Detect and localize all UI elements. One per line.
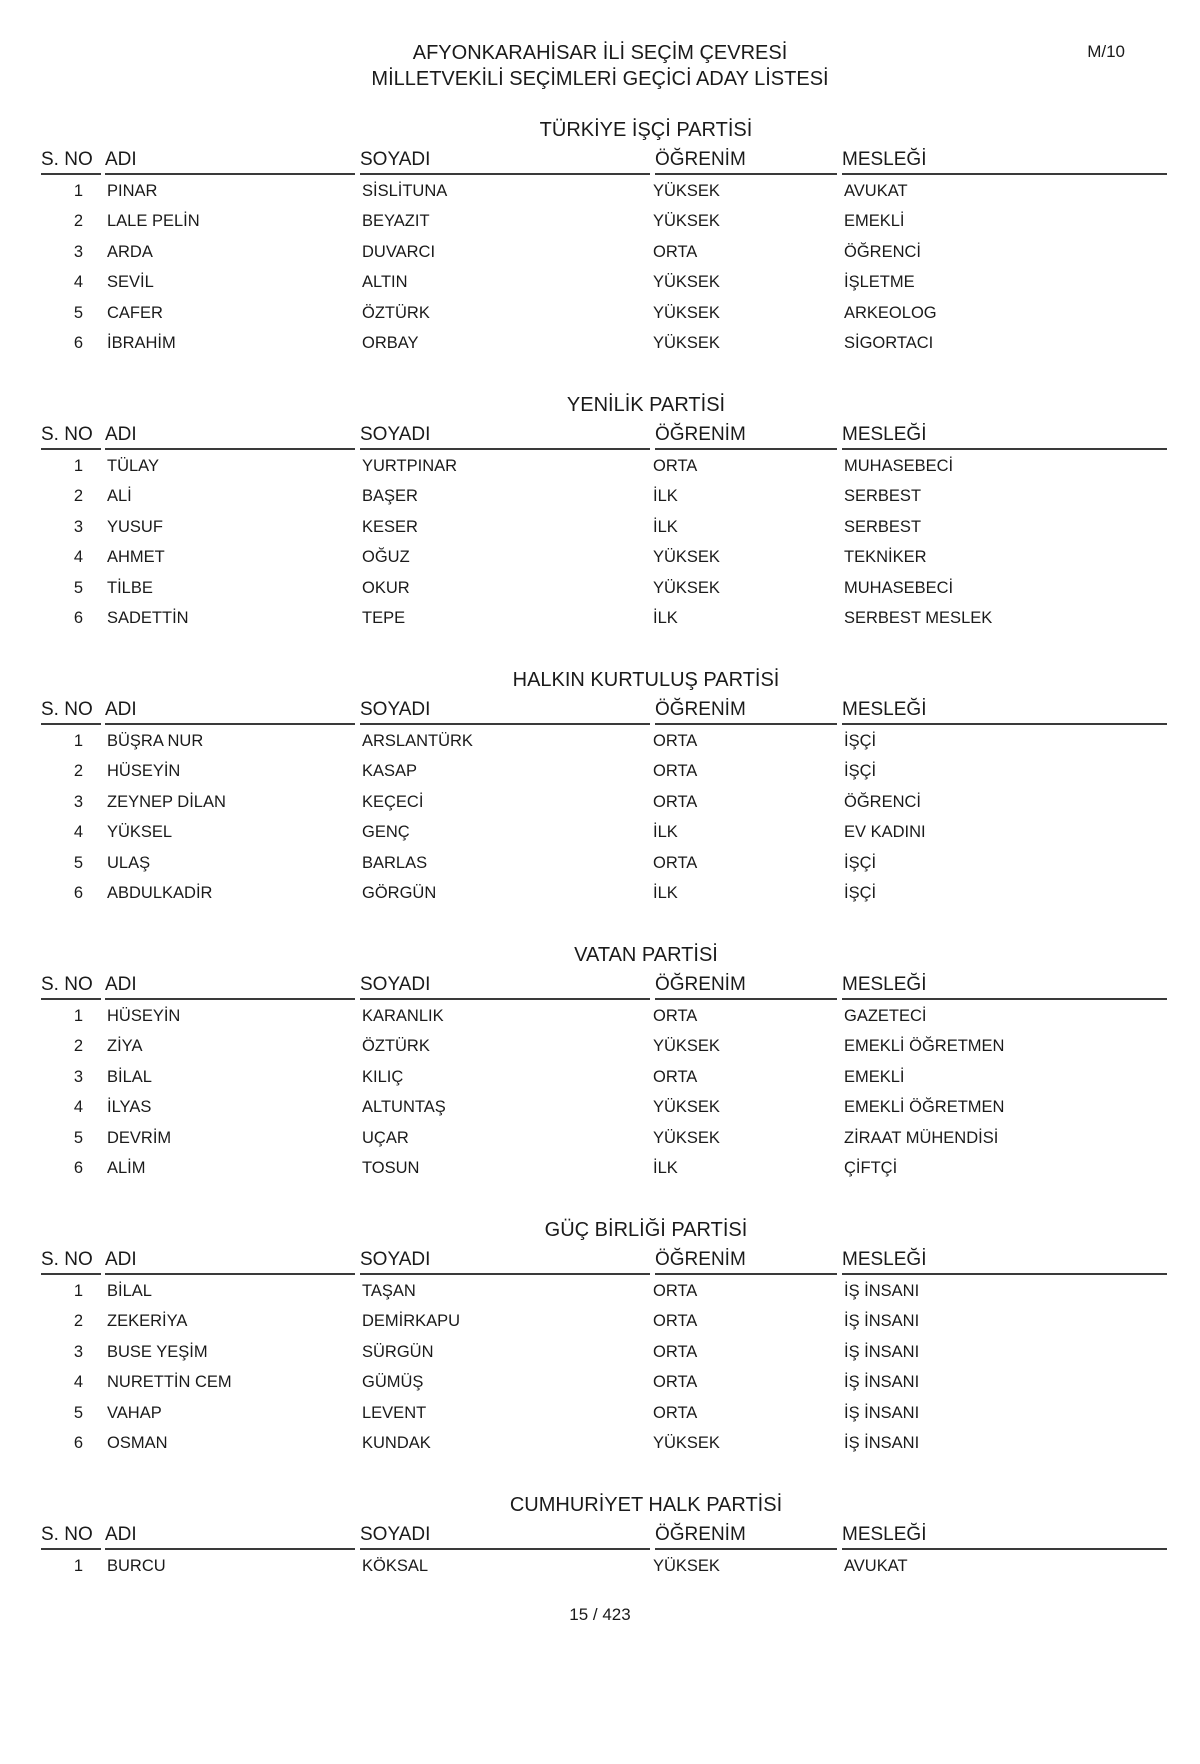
cell-adi: DEVRİM <box>107 1128 172 1147</box>
cell-meslegi: SERBEST <box>844 517 922 536</box>
party-section <box>41 664 1167 939</box>
form-code: M/10 <box>1087 42 1125 61</box>
cell-soyadi: OKUR <box>362 578 410 597</box>
cell-sno: 5 <box>73 1128 83 1147</box>
cell-soyadi: ALTUNTAŞ <box>362 1098 446 1117</box>
table-row <box>41 817 1167 847</box>
table-row <box>41 1306 1167 1336</box>
cell-ogrenim: ORTA <box>653 1007 698 1025</box>
cell-ogrenim: İLK <box>653 1158 678 1177</box>
cell-ogrenim: YÜKSEK <box>653 333 720 352</box>
cell-meslegi: ÇİFTÇİ <box>844 1158 898 1177</box>
party-name: HALKIN KURTULUŞ PARTİSİ <box>512 669 780 691</box>
cell-sno: 1 <box>73 1557 83 1575</box>
cell-meslegi: İŞLETME <box>844 273 915 292</box>
cell-ogrenim: İLK <box>653 487 678 506</box>
cell-adi: ALİM <box>107 1158 146 1177</box>
col-header-meslegi: MESLEĞİ <box>842 696 1167 725</box>
table-row <box>41 573 1167 603</box>
cell-soyadi: BEYAZIT <box>362 212 430 231</box>
cell-adi: BİLAL <box>107 1067 152 1086</box>
table-row <box>41 481 1167 511</box>
table-row <box>41 1153 1167 1183</box>
cell-soyadi: KÖKSAL <box>362 1557 429 1575</box>
col-header-soyadi: SOYADI <box>360 1521 650 1550</box>
party-section <box>41 1214 1167 1489</box>
col-header-meslegi: MESLEĞİ <box>842 971 1167 1000</box>
cell-adi: AHMET <box>107 548 165 567</box>
party-sections <box>41 114 1167 1764</box>
cell-ogrenim: ORTA <box>653 732 698 750</box>
col-header-sno: S. NO <box>41 1246 101 1275</box>
cell-adi: NURETTİN CEM <box>107 1373 232 1392</box>
col-header-soyadi: SOYADI <box>360 421 650 450</box>
cell-sno: 3 <box>73 1342 83 1361</box>
candidate-list <box>41 1551 1167 1581</box>
party-name: VATAN PARTİSİ <box>574 944 718 966</box>
table-header <box>41 146 1167 176</box>
cell-soyadi: KUNDAK <box>362 1433 431 1452</box>
candidate-list <box>41 176 1167 358</box>
cell-soyadi: DUVARCI <box>362 242 436 261</box>
cell-meslegi: EMEKLİ ÖĞRETMEN <box>844 1098 1005 1117</box>
cell-adi: ABDULKADİR <box>107 883 213 902</box>
cell-sno: 1 <box>73 1007 83 1025</box>
col-header-soyadi: SOYADI <box>360 1246 650 1275</box>
cell-ogrenim: ORTA <box>653 457 698 475</box>
cell-adi: TİLBE <box>107 578 153 597</box>
cell-sno: 2 <box>73 1037 83 1056</box>
table-row <box>41 512 1167 542</box>
col-header-ogrenim: ÖĞRENİM <box>655 421 837 450</box>
cell-sno: 5 <box>73 578 83 597</box>
cell-ogrenim: İLK <box>653 823 678 842</box>
cell-meslegi: EMEKLİ <box>844 1067 905 1086</box>
cell-meslegi: GAZETECİ <box>844 1007 927 1025</box>
cell-adi: YUSUF <box>107 517 163 536</box>
table-row <box>41 1062 1167 1092</box>
col-header-meslegi: MESLEĞİ <box>842 1521 1167 1550</box>
cell-adi: VAHAP <box>107 1403 162 1422</box>
cell-adi: ULAŞ <box>107 853 151 872</box>
cell-adi: BİLAL <box>107 1282 152 1300</box>
party-name: TÜRKİYE İŞÇİ PARTİSİ <box>539 119 753 141</box>
table-row <box>41 1551 1167 1581</box>
cell-meslegi: AVUKAT <box>844 1557 908 1575</box>
cell-ogrenim: ORTA <box>653 242 698 261</box>
page-indicator: 15 / 423 <box>569 1605 631 1624</box>
cell-soyadi: YURTPINAR <box>362 457 458 475</box>
cell-ogrenim: YÜKSEK <box>653 1128 720 1147</box>
cell-sno: 6 <box>73 333 83 352</box>
table-row <box>41 1031 1167 1061</box>
cell-adi: ARDA <box>107 242 153 261</box>
cell-soyadi: KESER <box>362 517 418 536</box>
cell-meslegi: SİGORTACI <box>844 333 934 352</box>
table-row <box>41 1092 1167 1122</box>
cell-sno: 4 <box>73 823 83 842</box>
cell-sno: 4 <box>73 1098 83 1117</box>
cell-sno: 4 <box>73 548 83 567</box>
cell-soyadi: ÖZTÜRK <box>362 303 430 322</box>
col-header-sno: S. NO <box>41 971 101 1000</box>
cell-sno: 5 <box>73 1403 83 1422</box>
table-header <box>41 696 1167 726</box>
col-header-soyadi: SOYADI <box>360 971 650 1000</box>
cell-adi: İLYAS <box>107 1098 152 1117</box>
candidate-list <box>41 1001 1167 1183</box>
cell-soyadi: BARLAS <box>362 853 428 872</box>
candidate-list <box>41 451 1167 633</box>
table-row <box>41 298 1167 328</box>
cell-meslegi: SERBEST MESLEK <box>844 608 993 627</box>
party-section <box>41 1489 1167 1764</box>
cell-meslegi: SERBEST <box>844 487 922 506</box>
cell-adi: HÜSEYİN <box>107 1007 181 1025</box>
col-header-ogrenim: ÖĞRENİM <box>655 1521 837 1550</box>
cell-ogrenim: İLK <box>653 608 678 627</box>
cell-soyadi: TOSUN <box>362 1158 420 1177</box>
cell-sno: 6 <box>73 608 83 627</box>
cell-ogrenim: YÜKSEK <box>653 578 720 597</box>
table-row <box>41 267 1167 297</box>
cell-sno: 2 <box>73 1312 83 1331</box>
table-row <box>41 726 1167 756</box>
candidate-list <box>41 1276 1167 1458</box>
col-header-ogrenim: ÖĞRENİM <box>655 1246 837 1275</box>
col-header-adi: ADI <box>105 421 355 450</box>
cell-soyadi: ÖZTÜRK <box>362 1037 430 1056</box>
table-row <box>41 237 1167 267</box>
cell-ogrenim: YÜKSEK <box>653 273 720 292</box>
table-row <box>41 1337 1167 1367</box>
cell-sno: 2 <box>73 212 83 231</box>
party-name: CUMHURİYET HALK PARTİSİ <box>509 1494 783 1516</box>
cell-meslegi: EV KADINI <box>844 823 926 842</box>
cell-ogrenim: ORTA <box>653 1403 698 1422</box>
cell-sno: 3 <box>73 517 83 536</box>
cell-soyadi: KILIÇ <box>362 1067 404 1086</box>
cell-adi: BURCU <box>107 1557 166 1575</box>
cell-soyadi: LEVENT <box>362 1403 427 1422</box>
cell-soyadi: SÜRGÜN <box>362 1342 434 1361</box>
cell-ogrenim: YÜKSEK <box>653 182 720 200</box>
cell-adi: ZEYNEP DİLAN <box>107 792 226 811</box>
cell-soyadi: GÜMÜŞ <box>362 1373 424 1392</box>
cell-meslegi: MUHASEBECİ <box>844 457 954 475</box>
table-row <box>41 848 1167 878</box>
cell-adi: YÜKSEL <box>107 823 173 842</box>
cell-ogrenim: İLK <box>653 883 678 902</box>
table-row <box>41 542 1167 572</box>
cell-ogrenim: ORTA <box>653 1373 698 1392</box>
cell-meslegi: İŞÇİ <box>844 762 877 781</box>
cell-meslegi: İŞ İNSANI <box>844 1433 920 1452</box>
cell-sno: 2 <box>73 487 83 506</box>
title-line-2: MİLLETVEKİLİ SEÇİMLERİ GEÇİCİ ADAY LİSTESİ <box>371 68 829 90</box>
col-header-adi: ADI <box>105 146 355 175</box>
table-row <box>41 1367 1167 1397</box>
cell-sno: 3 <box>73 792 83 811</box>
cell-sno: 4 <box>73 273 83 292</box>
col-header-sno: S. NO <box>41 421 101 450</box>
cell-sno: 1 <box>73 457 83 475</box>
cell-adi: LALE PELİN <box>107 212 200 231</box>
cell-adi: OSMAN <box>107 1433 168 1452</box>
cell-adi: HÜSEYİN <box>107 762 181 781</box>
cell-ogrenim: İLK <box>653 517 678 536</box>
party-section <box>41 389 1167 664</box>
col-header-adi: ADI <box>105 1246 355 1275</box>
cell-meslegi: TEKNİKER <box>844 548 927 567</box>
cell-meslegi: İŞ İNSANI <box>844 1403 920 1422</box>
cell-adi: ALİ <box>107 487 132 506</box>
cell-sno: 5 <box>73 303 83 322</box>
table-row <box>41 1398 1167 1428</box>
cell-adi: SEVİL <box>107 273 154 292</box>
cell-adi: BÜŞRA NUR <box>107 732 204 750</box>
col-header-ogrenim: ÖĞRENİM <box>655 971 837 1000</box>
cell-ogrenim: ORTA <box>653 792 698 811</box>
table-row <box>41 603 1167 633</box>
cell-meslegi: EMEKLİ ÖĞRETMEN <box>844 1037 1005 1056</box>
party-name: GÜÇ BİRLİĞİ PARTİSİ <box>544 1219 748 1241</box>
col-header-soyadi: SOYADI <box>360 696 650 725</box>
cell-meslegi: MUHASEBECİ <box>844 578 954 597</box>
cell-meslegi: ÖĞRENCİ <box>844 792 922 811</box>
table-row <box>41 1276 1167 1306</box>
cell-ogrenim: ORTA <box>653 1282 698 1300</box>
cell-meslegi: İŞÇİ <box>844 732 877 750</box>
cell-soyadi: KASAP <box>362 762 418 781</box>
cell-sno: 6 <box>73 883 83 902</box>
cell-sno: 6 <box>73 1433 83 1452</box>
col-header-sno: S. NO <box>41 146 101 175</box>
col-header-meslegi: MESLEĞİ <box>842 421 1167 450</box>
party-section <box>41 939 1167 1214</box>
table-row <box>41 756 1167 786</box>
cell-ogrenim: YÜKSEK <box>653 1433 720 1452</box>
cell-soyadi: DEMİRKAPU <box>362 1312 461 1331</box>
cell-meslegi: İŞ İNSANI <box>844 1342 920 1361</box>
cell-ogrenim: ORTA <box>653 1312 698 1331</box>
cell-soyadi: BAŞER <box>362 487 418 506</box>
cell-ogrenim: YÜKSEK <box>653 1098 720 1117</box>
table-header <box>41 421 1167 451</box>
cell-ogrenim: YÜKSEK <box>653 1557 720 1575</box>
col-header-soyadi: SOYADI <box>360 146 650 175</box>
cell-sno: 4 <box>73 1373 83 1392</box>
cell-meslegi: ÖĞRENCİ <box>844 242 922 261</box>
table-row <box>41 176 1167 206</box>
cell-soyadi: ARSLANTÜRK <box>362 732 473 750</box>
cell-soyadi: SİSLİTUNA <box>362 182 448 200</box>
cell-meslegi: AVUKAT <box>844 182 908 200</box>
table-row <box>41 787 1167 817</box>
document-title <box>0 40 1200 92</box>
cell-ogrenim: YÜKSEK <box>653 1037 720 1056</box>
cell-ogrenim: ORTA <box>653 1342 698 1361</box>
cell-ogrenim: YÜKSEK <box>653 212 720 231</box>
col-header-meslegi: MESLEĞİ <box>842 1246 1167 1275</box>
table-row <box>41 1001 1167 1031</box>
cell-sno: 3 <box>73 1067 83 1086</box>
table-row <box>41 451 1167 481</box>
cell-adi: İBRAHİM <box>107 333 176 352</box>
cell-meslegi: EMEKLİ <box>844 212 905 231</box>
cell-ogrenim: YÜKSEK <box>653 303 720 322</box>
col-header-ogrenim: ÖĞRENİM <box>655 146 837 175</box>
title-line-1: AFYONKARAHİSAR İLİ SEÇİM ÇEVRESİ <box>412 42 788 64</box>
cell-soyadi: GÖRGÜN <box>362 883 437 902</box>
cell-soyadi: ALTIN <box>362 273 408 292</box>
cell-adi: SADETTİN <box>107 608 189 627</box>
table-row <box>41 328 1167 358</box>
cell-sno: 2 <box>73 762 83 781</box>
cell-meslegi: İŞ İNSANI <box>844 1312 920 1331</box>
cell-sno: 5 <box>73 853 83 872</box>
cell-sno: 6 <box>73 1158 83 1177</box>
table-row <box>41 1428 1167 1458</box>
table-row <box>41 1123 1167 1153</box>
cell-soyadi: KARANLIK <box>362 1007 444 1025</box>
cell-ogrenim: YÜKSEK <box>653 548 720 567</box>
cell-soyadi: TAŞAN <box>362 1282 416 1300</box>
table-header <box>41 971 1167 1001</box>
col-header-adi: ADI <box>105 1521 355 1550</box>
cell-soyadi: ORBAY <box>362 333 419 352</box>
cell-sno: 3 <box>73 242 83 261</box>
cell-soyadi: GENÇ <box>362 823 410 842</box>
cell-adi: TÜLAY <box>107 457 159 475</box>
cell-adi: BUSE YEŞİM <box>107 1342 208 1361</box>
cell-sno: 1 <box>73 1282 83 1300</box>
col-header-sno: S. NO <box>41 696 101 725</box>
col-header-adi: ADI <box>105 971 355 1000</box>
cell-sno: 1 <box>73 182 83 200</box>
col-header-meslegi: MESLEĞİ <box>842 146 1167 175</box>
cell-meslegi: ZİRAAT MÜHENDİSİ <box>844 1128 999 1147</box>
cell-ogrenim: ORTA <box>653 1067 698 1086</box>
cell-meslegi: ARKEOLOG <box>844 303 937 322</box>
col-header-adi: ADI <box>105 696 355 725</box>
cell-adi: CAFER <box>107 303 163 322</box>
table-row <box>41 878 1167 908</box>
cell-adi: PINAR <box>107 182 158 200</box>
cell-soyadi: OĞUZ <box>362 548 410 567</box>
cell-adi: ZEKERİYA <box>107 1312 188 1331</box>
cell-ogrenim: ORTA <box>653 762 698 781</box>
party-section <box>41 114 1167 389</box>
candidate-list <box>41 726 1167 908</box>
cell-soyadi: UÇAR <box>362 1128 409 1147</box>
col-header-ogrenim: ÖĞRENİM <box>655 696 837 725</box>
table-header <box>41 1246 1167 1276</box>
col-header-sno: S. NO <box>41 1521 101 1550</box>
cell-meslegi: İŞÇİ <box>844 883 877 902</box>
cell-soyadi: TEPE <box>362 608 406 627</box>
cell-meslegi: İŞ İNSANI <box>844 1282 920 1300</box>
cell-meslegi: İŞÇİ <box>844 853 877 872</box>
table-row <box>41 206 1167 236</box>
cell-meslegi: İŞ İNSANI <box>844 1373 920 1392</box>
cell-sno: 1 <box>73 732 83 750</box>
cell-ogrenim: ORTA <box>653 853 698 872</box>
party-name: YENİLİK PARTİSİ <box>566 394 726 416</box>
table-header <box>41 1521 1167 1551</box>
cell-soyadi: KEÇECİ <box>362 792 424 811</box>
cell-adi: ZİYA <box>107 1037 143 1056</box>
